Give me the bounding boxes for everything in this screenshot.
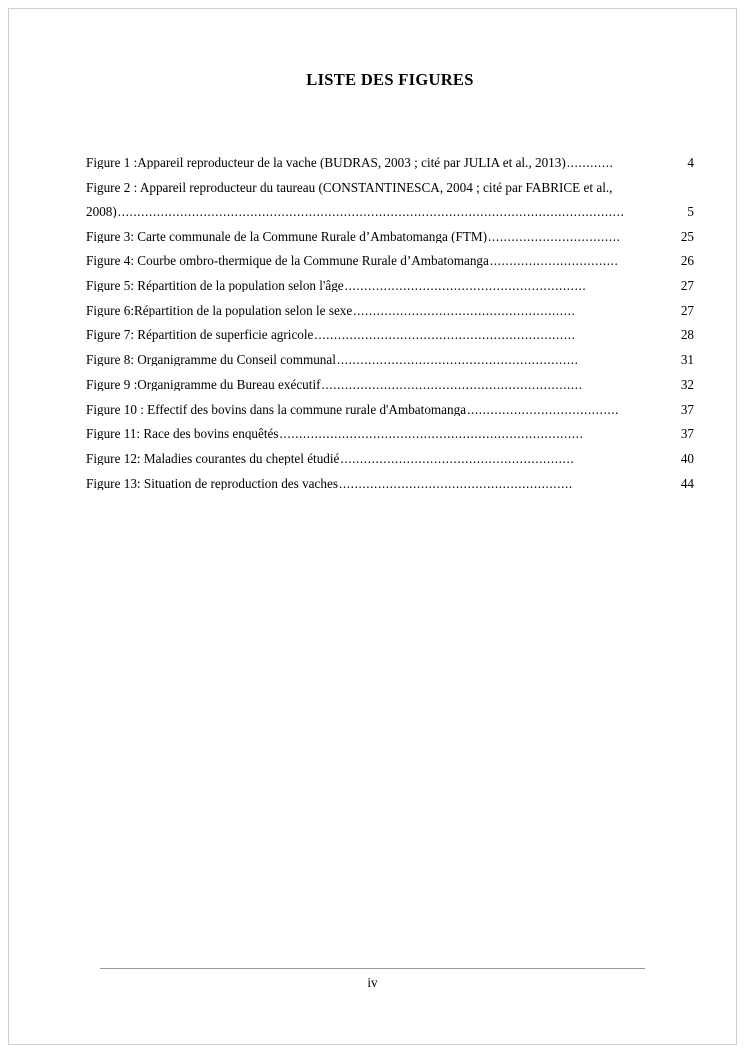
list-item[interactable] [86,353,694,366]
leader-dots: .................................. [488,229,621,243]
leader-dots: ................................................................... [321,377,583,392]
leader-dots: ................................. [489,254,619,268]
figure-entry-label-line1: Figure 2 : Appareil reproducteur du taureau (CONSTANTINESCA, 2004 ; cité par FABRICE et al., [86,180,613,195]
figure-entry-page: 44 [680,476,694,490]
leader-dots: ............................................................ [338,476,573,490]
list-of-figures [86,156,694,490]
figure-entry-page: 4 [687,156,694,170]
figure-entry-page: 27 [680,279,694,293]
figure-entry-page: 28 [680,328,694,342]
page-footer [0,968,745,991]
figure-entry-label: Figure 7: Répartition de superficie agricole [86,328,314,342]
figure-entry-label: Figure 4: Courbe ombro-thermique de la Commune Rurale d’Ambatomanga [86,254,489,268]
leader-dots: ....................................... [467,402,620,416]
list-item[interactable] [86,378,694,391]
figure-entry-page: 5 [687,203,694,219]
figure-entry-page: 32 [680,377,694,392]
list-item[interactable] [86,328,694,341]
figure-entry-label: Figure 5: Répartition de la population selon l'âge [86,279,344,293]
leader-dots: ............................................................ [340,451,575,466]
figure-entry-label: Figure 6:Répartition de la population selon le sexe [86,303,353,317]
leader-dots: .............................................................................. [279,427,584,441]
figure-entry-label: Figure 1 :Appareil reproducteur de la vache (BUDRAS, 2003 ; cité par JULIA et al., 2013) [86,156,566,170]
list-item[interactable] [86,254,694,267]
leader-dots: .............................................................. [336,353,579,367]
leader-dots: ......................................................... [353,303,576,317]
figure-entry-label: Figure 8: Organigramme du Conseil communal [86,353,336,367]
figure-entry-page: 27 [680,303,694,317]
leader-dots: .............................................................. [344,279,587,293]
figure-entry-page: 37 [680,427,694,441]
figure-entry-label: Figure 12: Maladies courantes du cheptel étudié [86,451,340,466]
list-item[interactable] [86,403,694,416]
figure-entry-label: Figure 9 :Organigramme du Bureau exécutif [86,377,321,392]
figure-entry-page: 26 [680,254,694,268]
list-item[interactable] [86,181,694,218]
list-item[interactable] [86,279,694,292]
footer-divider [100,968,645,969]
figure-entry-label: Figure 13: Situation de reproduction des vaches [86,476,338,490]
figure-entry-page: 40 [680,451,694,466]
figure-entry-page: 31 [680,353,694,367]
figure-entry-label: Figure 10 : Effectif des bovins dans la commune rurale d'Ambatomanga [86,402,467,416]
page-number: iv [367,975,378,990]
list-item[interactable] [86,304,694,317]
list-item[interactable] [86,156,694,169]
leader-dots: .................................................................................................................................. [117,204,625,219]
page-title: LISTE DES FIGURES [306,70,474,89]
list-item[interactable] [86,427,694,440]
figure-entry-page: 25 [680,229,694,243]
figure-entry-page: 37 [680,402,694,416]
figure-entry-label: 2008) [86,203,117,219]
leader-dots: ................................................................... [314,328,576,342]
list-item[interactable] [86,477,694,490]
list-item[interactable] [86,452,694,465]
leader-dots: ............ [566,156,614,170]
list-item[interactable] [86,230,694,243]
figure-entry-label: Figure 11: Race des bovins enquêtés [86,427,279,441]
page-content [86,0,694,501]
figure-entry-label: Figure 3: Carte communale de la Commune Rurale d’Ambatomanga (FTM) [86,229,488,243]
